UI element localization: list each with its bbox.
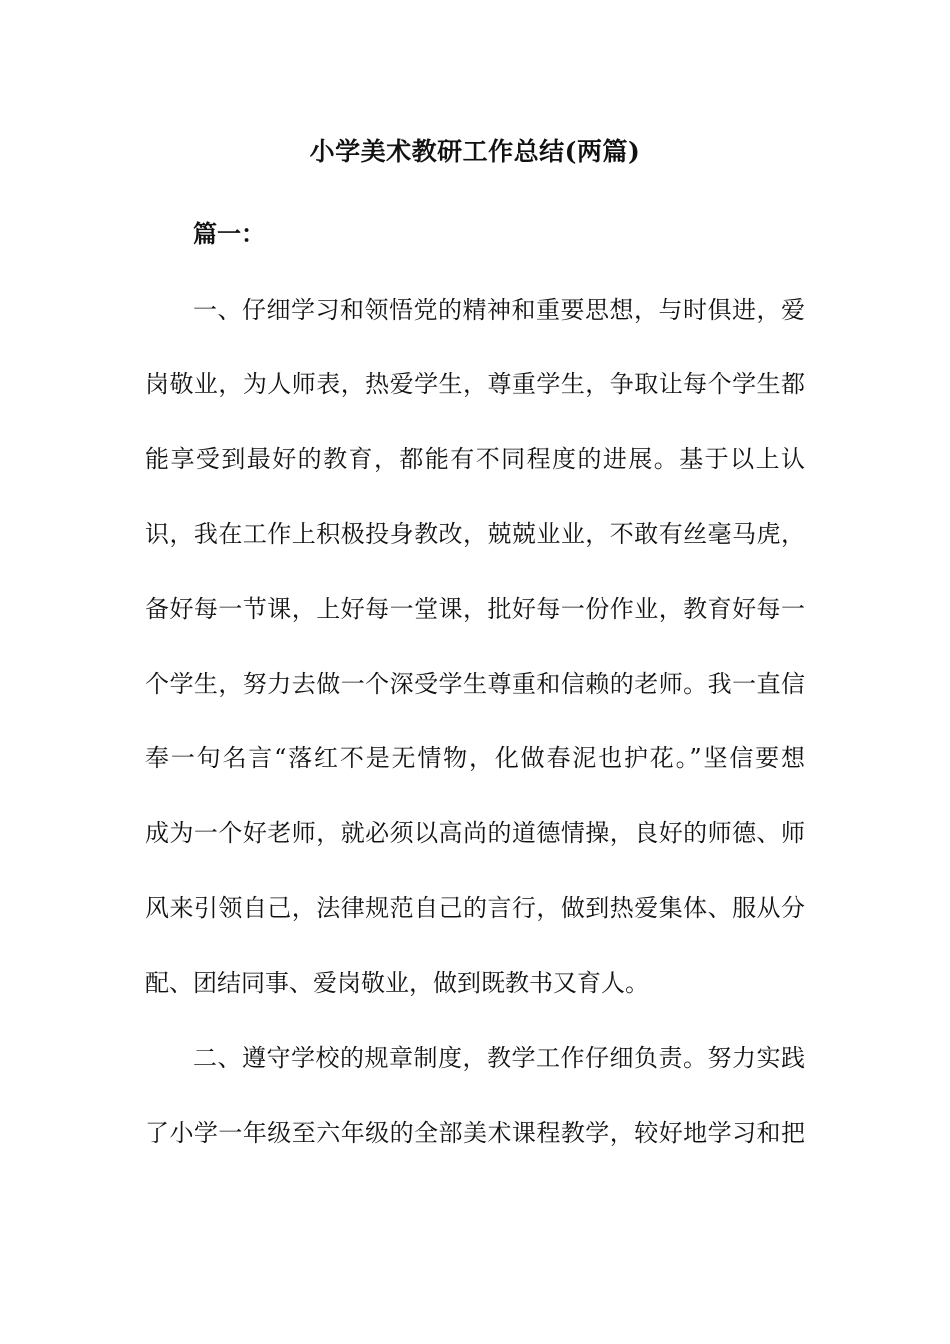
paragraph-line: 识，我在工作上积极投身教改，兢兢业业，不敢有丝毫马虎，	[145, 520, 805, 548]
paragraph-line: 备好每一节课，上好每一堂课，批好每一份作业，教育好每一	[145, 595, 805, 623]
paragraph-line: 能享受到最好的教育，都能有不同程度的进展。基于以上认	[145, 445, 805, 473]
paragraph-line: 了小学一年级至六年级的全部美术课程教学，较好地学习和把	[145, 1119, 805, 1147]
section-heading: 篇一：	[193, 219, 265, 248]
paragraph-line: 岗敬业，为人师表，热爱学生，尊重学生，争取让每个学生都	[145, 370, 805, 398]
paragraph-line: 成为一个好老师，就必须以高尚的道德情操，良好的师德、师	[145, 819, 805, 847]
document-title: 小学美术教研工作总结(两篇)	[309, 137, 641, 166]
paragraph-line: 一、仔细学习和领悟党的精神和重要思想，与时俱进，爱	[193, 296, 805, 324]
paragraph-line: 奉一句名言“落红不是无情物，化做春泥也护花。”坚信要想	[145, 744, 805, 772]
paragraph-line: 风来引领自己，法律规范自己的言行，做到热爱集体、服从分	[145, 894, 805, 922]
paragraph-line: 个学生，努力去做一个深受学生尊重和信赖的老师。我一直信	[145, 670, 805, 698]
paragraph-line: 二、遵守学校的规章制度，教学工作仔细负责。努力实践	[193, 1044, 805, 1072]
paragraph-line: 配、团结同事、爱岗敬业，做到既教书又育人。	[145, 969, 649, 997]
